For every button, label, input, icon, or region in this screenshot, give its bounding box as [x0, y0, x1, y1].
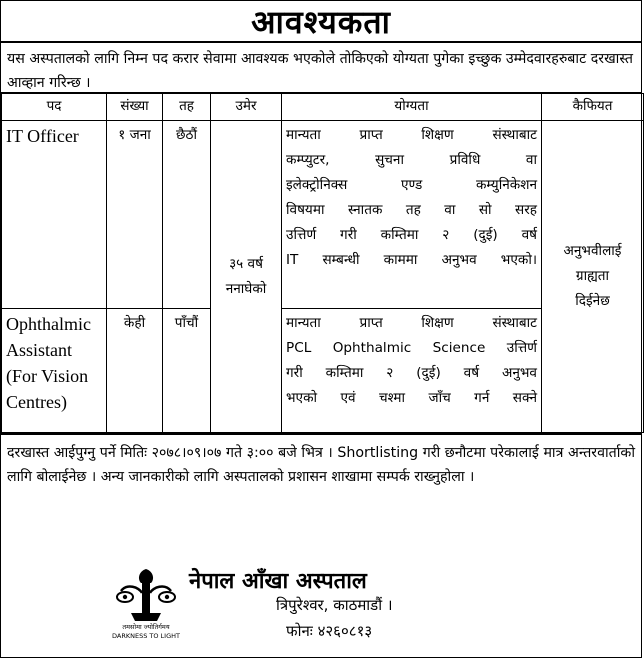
header-position: पद — [2, 94, 107, 121]
qualification-text — [286, 123, 537, 273]
position-title-line: Ophthalmic — [6, 314, 91, 334]
remarks-cell — [542, 121, 644, 433]
level-cell — [163, 121, 211, 309]
level-cell — [163, 309, 211, 433]
emblem-motto-en: DARKNESS TO LIGHT — [112, 632, 180, 640]
age-limit-qualifier: ननाघेको — [225, 280, 267, 297]
header-count: संख्या — [107, 94, 163, 121]
count-cell — [107, 121, 163, 309]
remark-line: अनुभवीलाई — [563, 243, 622, 259]
remark-line: दिईनेछ — [575, 293, 610, 309]
position-count: १ जना — [118, 127, 151, 143]
qualification-line: मान्यता प्राप्त शिक्षण संस्थाबाट — [286, 315, 537, 331]
header-level: तह — [163, 94, 211, 121]
organization-signature — [101, 561, 521, 657]
organization-address: त्रिपुरेश्वर, काठमाडौं । — [276, 596, 393, 614]
title-bar — [1, 1, 641, 41]
header-remarks: कैफियत — [542, 94, 644, 121]
qualification-line: इलेक्ट्रोनिक्स एण्ड कम्युनिकेशन — [286, 177, 537, 193]
position-title-line: (For Vision — [6, 366, 89, 386]
emblem-motto-np: तमसोमा ज्योतिर्गमय — [122, 623, 170, 631]
table-header-row — [2, 94, 644, 121]
position-level: पाँचौं — [174, 315, 199, 331]
vacancy-table — [1, 93, 644, 433]
intro-paragraph: यस अस्पतालको लागि निम्न पद करार सेवामा आवश्यक भएकोले तोकिएको योग्यता पुगेका इच्छुक उम्मेदवारहरुबाट दरखास्त आव्हान गरिन्छ । — [1, 41, 641, 93]
count-cell — [107, 309, 163, 433]
position-title: IT Officer — [6, 126, 79, 146]
table-row — [2, 121, 644, 309]
qualification-cell — [282, 309, 542, 433]
position-level: छैठौं — [176, 127, 197, 143]
qualification-line: कम्प्युटर, सुचना प्रविधि वा — [286, 152, 537, 168]
qualification-text — [286, 311, 537, 411]
qualification-line: मान्यता प्राप्त शिक्षण संस्थाबाट — [286, 127, 537, 143]
age-cell — [211, 121, 282, 433]
qualification-line: भएको एवं चश्मा जाँच गर्न सक्ने — [286, 390, 537, 406]
position-cell — [2, 121, 107, 309]
age-limit-value: ३५ वर्ष — [229, 255, 263, 272]
qualification-line: PCL Ophthalmic Science उत्तिर्ण — [286, 340, 537, 356]
position-title-line: Assistant — [6, 340, 73, 360]
organization-phone: फोनः ४२६०८१३ — [286, 622, 373, 640]
remark-line: ग्राह्यता — [575, 268, 610, 284]
position-count: केही — [123, 315, 146, 331]
position-title-line: Centres) — [6, 392, 67, 412]
footer-paragraph: दरखास्त आईपुग्नु पर्ने मितिः २०७८।०९।०७ गते ३:०० बजे भित्र । Shortlisting गरी छनौटमा परेकालाई मात्र अन्तरवार्ताको लागि बोलाईनेछ । अन्य जानकारीको लागि अस्पतालको प्रशासन शाखामा सम्पर्क राख्नुहोला । — [1, 433, 641, 489]
header-qualification: योग्यता — [282, 94, 542, 121]
position-cell — [2, 309, 107, 433]
qualification-line: उत्तिर्ण गरी कम्तिमा २ (दुई) वर्ष — [286, 227, 537, 243]
organization-name: नेपाल आँखा अस्पताल — [189, 569, 367, 594]
hospital-emblem-icon — [101, 561, 191, 641]
qualification-line: गरी कम्तिमा २ (दुई) वर्ष अनुभव — [286, 365, 537, 381]
qualification-line: विषयमा स्नातक तह वा सो सरह — [286, 202, 537, 218]
qualification-cell — [282, 121, 542, 309]
notice-title: आवश्यकता — [251, 2, 391, 41]
qualification-line: IT सम्बन्धी काममा अनुभव भएको। — [286, 252, 537, 268]
header-age: उमेर — [211, 94, 282, 121]
